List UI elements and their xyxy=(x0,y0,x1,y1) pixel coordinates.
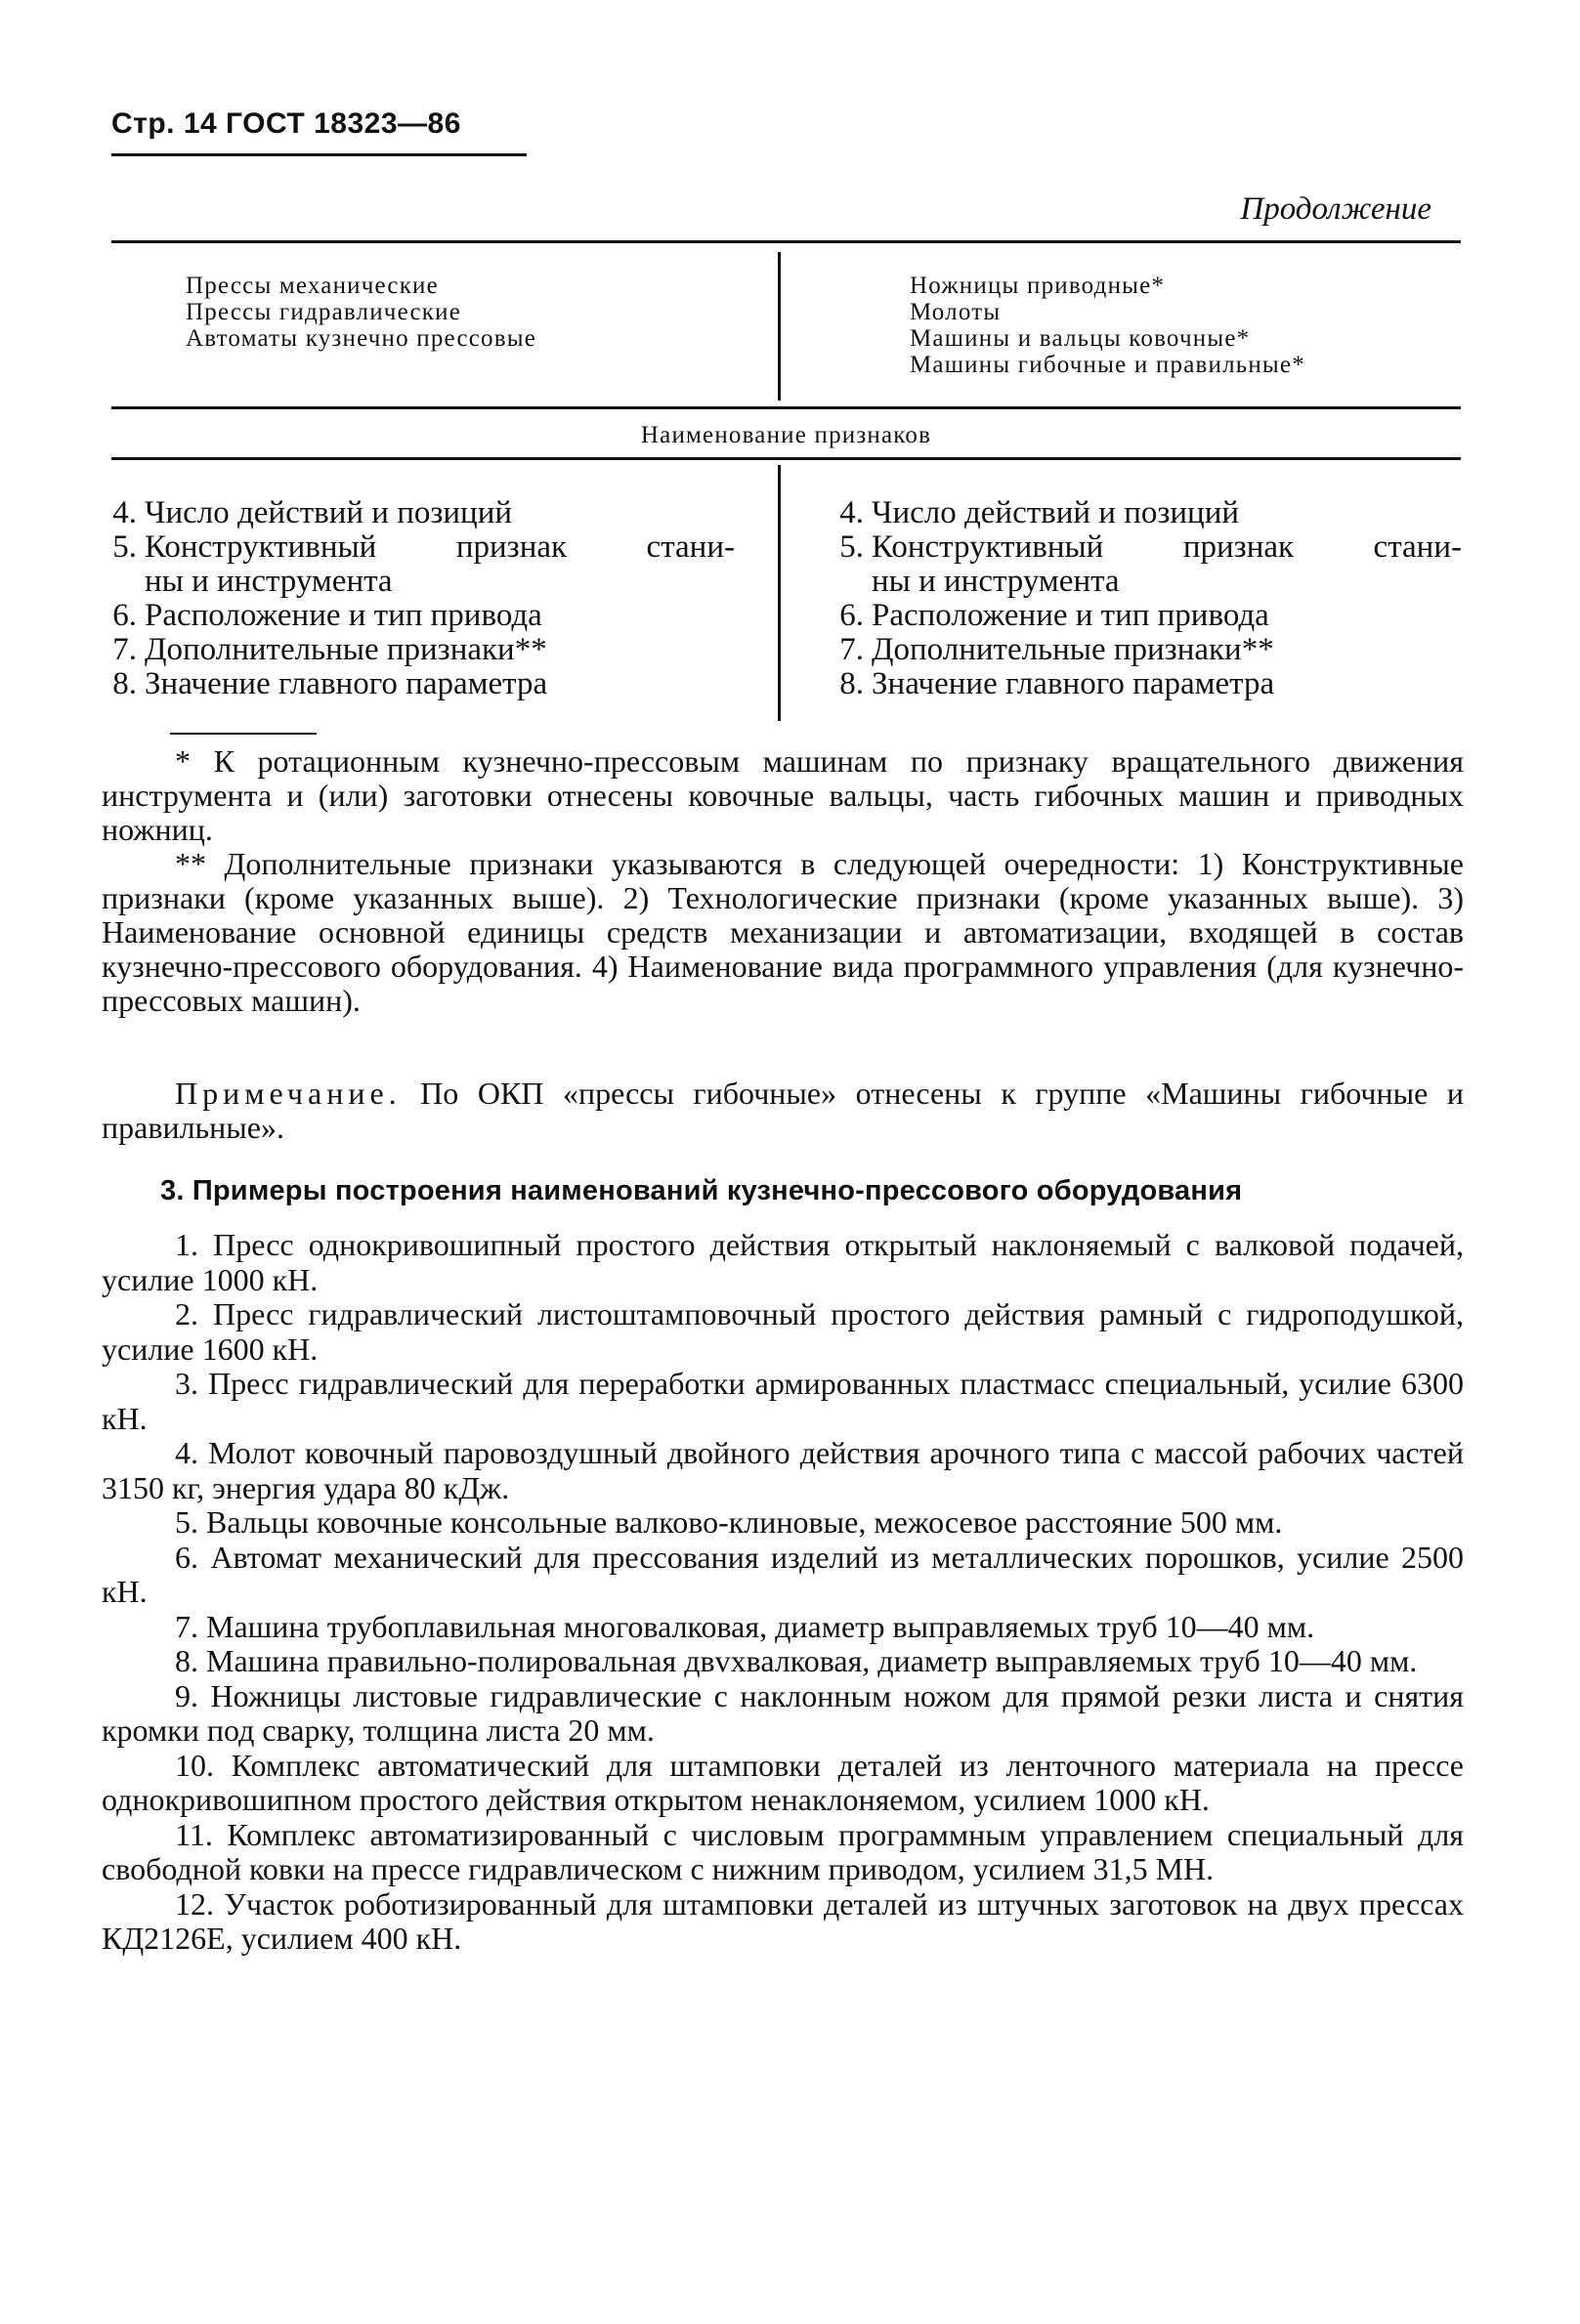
sign-item xyxy=(100,530,735,565)
sign-item xyxy=(100,599,735,633)
sign-text: Конструктивный признак стани- xyxy=(872,529,1462,565)
example-item: 7. Машина трубоплавильная многовалковая, диаметр выправляемых труб 10—40 мм. xyxy=(175,1608,1315,1644)
signs-column-right xyxy=(827,496,1462,701)
sign-text: Число действий и позиций xyxy=(145,495,513,530)
sign-number: 8. xyxy=(112,666,137,701)
sign-item xyxy=(827,565,1462,599)
sign-item xyxy=(827,530,1462,565)
sign-number xyxy=(100,565,145,599)
sign-item xyxy=(100,565,735,599)
note xyxy=(102,1077,1464,1145)
table-rule-signs xyxy=(111,457,1461,460)
sign-number: 6. xyxy=(839,598,864,633)
category-item: Прессы механические xyxy=(186,273,439,299)
footnote: ** Дополнительные признаки указываются в следующей очередности: 1) Конструктивные признаки (кроме указанных выше). 2) Технологические признаки (кроме указанных выше). 3) Наименование основной единицы средств механизации и автоматизации, входящей в состав кузнечно-прессового оборудования. 4) Наименование вида программного управления (для кузнечно-прессовых машин). xyxy=(102,846,1464,1018)
example-item: 10. Комплекс автоматический для штамповки деталей из ленточного материала на прессе однокривошипном простого действия открытом ненаклоняемом, усилием 1000 кН. xyxy=(102,1747,1464,1817)
sign-item xyxy=(100,633,735,667)
example-item: 6. Автомат механический для прессования изделий из металлических порошков, усилие 2500 кН. xyxy=(102,1539,1464,1609)
table-top-rule xyxy=(111,240,1461,243)
example-item: 11. Комплекс автоматизированный с числовым программным управлением специальный для свободной ковки на прессе гидравлическом с нижним приводом, усилием 31,5 МН. xyxy=(102,1816,1464,1886)
sign-number: 5. xyxy=(839,529,864,565)
sign-number xyxy=(827,565,872,599)
sign-text: ны и инструмента xyxy=(872,564,1120,599)
example-item: 8. Машина правильно-полировальная двvхвалковая, диаметр выправляемых труб 10—40 мм. xyxy=(175,1643,1418,1678)
sign-text: Число действий и позиций xyxy=(872,495,1240,530)
category-item: Машины гибочные и правильные* xyxy=(910,352,1305,378)
sign-text: Дополнительные признаки** xyxy=(145,632,547,667)
sign-item xyxy=(827,633,1462,667)
example-item: 3. Пресс гидравлический для переработки армированных пластмасс специальный, усилие 6300 кН. xyxy=(102,1366,1464,1436)
continuation-label: Продолжение xyxy=(1240,191,1431,227)
sign-item xyxy=(100,496,735,530)
category-item: Молоты xyxy=(910,299,1002,325)
note-label: Примечание. xyxy=(175,1076,402,1111)
example-item: 2. Пресс гидравлический листоштамповочный простого действия рамный с гидроподушкой, усилие 1600 кН. xyxy=(102,1296,1464,1367)
sign-item xyxy=(100,667,735,701)
sign-number: 7. xyxy=(112,632,137,667)
table-divider-upper xyxy=(778,252,781,401)
sign-item xyxy=(827,667,1462,701)
category-item: Машины и вальцы ковочные* xyxy=(910,325,1251,352)
category-item: Автоматы кузнечно прессовые xyxy=(186,325,537,352)
sign-text: Значение главного параметра xyxy=(872,666,1275,701)
category-item: Ножницы приводные* xyxy=(910,273,1166,299)
footnote-rule xyxy=(170,733,317,735)
sign-item xyxy=(827,599,1462,633)
footnotes xyxy=(102,744,1464,1018)
footnote: * К ротационным кузнечно-прессовым машинам по признаку вращательного движения инструмента и (или) заготовки отнесены ковочные вальцы, часть гибочных машин и приводных ножниц. xyxy=(102,743,1464,847)
sign-number: 4. xyxy=(112,495,137,530)
sign-number: 8. xyxy=(839,666,864,701)
sign-number: 5. xyxy=(112,529,137,565)
sign-text: Значение главного параметра xyxy=(145,666,548,701)
example-item: 4. Молот ковочный паровоздушный двойного действия арочного типа с массой рабочих частей 3150 кг, энергия удара 80 кДж. xyxy=(102,1435,1464,1505)
section-title: 3. Примеры построения наименований кузнечно-прессового оборудования xyxy=(160,1175,1243,1206)
examples-list xyxy=(102,1228,1464,1957)
note-text: По ОКП «прессы гибочные» отнесены к группе «Машины гибочные и правильные». xyxy=(102,1076,1464,1145)
sign-text: Дополнительные признаки** xyxy=(872,632,1274,667)
sign-text: Расположение и тип привода xyxy=(145,598,542,633)
sign-number: 6. xyxy=(112,598,137,633)
category-column-left xyxy=(186,273,536,352)
header-underline xyxy=(111,153,527,156)
sign-text: Конструктивный признак стани- xyxy=(145,529,735,565)
example-item: 1. Пресс однокривошипный простого действия открытый наклоняемый с валковой подачей, усилие 1000 кН. xyxy=(102,1227,1464,1297)
example-item: 9. Ножницы листовые гидравлические с наклонным ножом для прямой резки листа и снятия кромки под сварку, толщина листа 20 мм. xyxy=(102,1677,1464,1748)
example-item: 12. Участок роботизированный для штамповки деталей из штучных заготовок на двух прессах КД2126Е, усилием 400 кН. xyxy=(102,1885,1464,1956)
page-header: Стр. 14 ГОСТ 18323—86 xyxy=(111,107,461,140)
signs-column-left xyxy=(100,496,735,701)
category-item: Прессы гидравлические xyxy=(186,299,461,325)
sign-item xyxy=(827,496,1462,530)
sign-text: ны и инструмента xyxy=(145,564,393,599)
example-item: 5. Вальцы ковочные консольные валково-клиновые, межосевое расстояние 500 мм. xyxy=(175,1504,1283,1540)
category-column-right xyxy=(910,273,1305,378)
sign-number: 7. xyxy=(839,632,864,667)
table-divider-lower xyxy=(778,465,781,721)
signs-heading: Наименование признаков xyxy=(640,422,932,448)
table-rule-middle xyxy=(111,406,1461,409)
sign-number: 4. xyxy=(839,495,864,530)
sign-text: Расположение и тип привода xyxy=(872,598,1269,633)
